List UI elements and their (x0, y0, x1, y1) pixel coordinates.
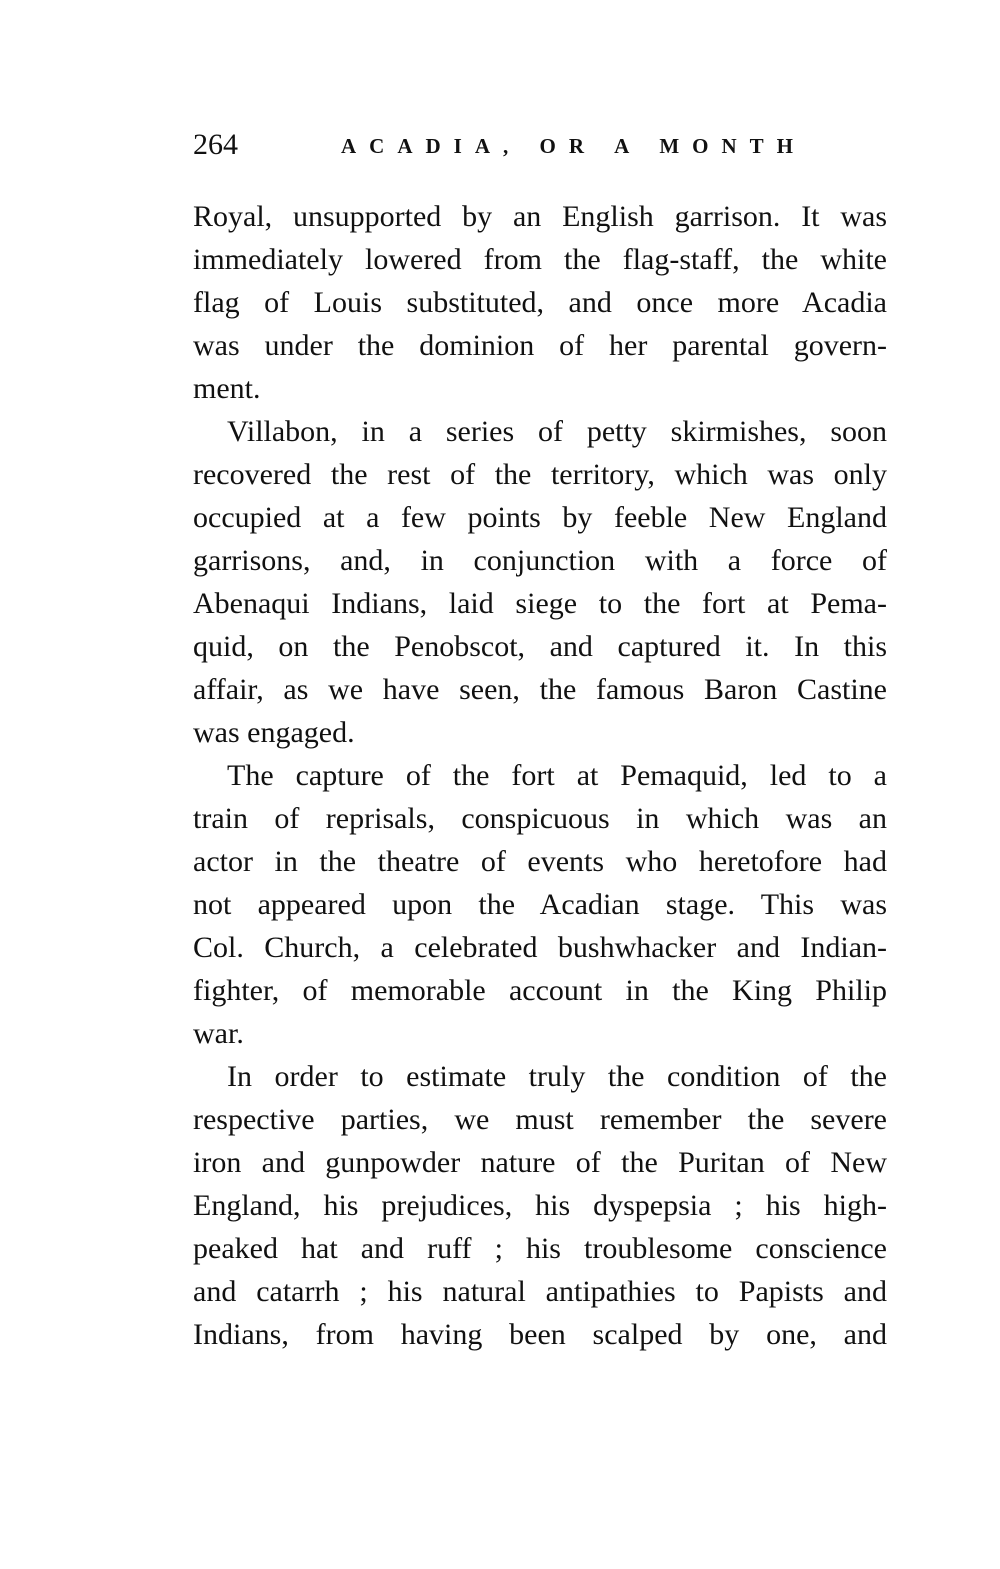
running-head (193, 128, 893, 172)
page-number: 264 (193, 128, 238, 161)
paragraph-start-line: The capture of the fort at Pemaquid, led to a (227, 759, 887, 792)
text-line: and catarrh ; his natural antipathies to Papists and (193, 1275, 887, 1308)
text-line: recovered the rest of the territory, which was only (193, 458, 887, 491)
text-line: peaked hat and ruff ; his troublesome conscience (193, 1232, 887, 1265)
text-line: respective parties, we must remember the severe (193, 1103, 887, 1136)
paragraph-end-line: was engaged. (193, 716, 355, 749)
text-line: iron and gunpowder nature of the Puritan of New (193, 1146, 887, 1179)
text-line: train of reprisals, conspicuous in which was an (193, 802, 887, 835)
text-line: Indians, from having been scalped by one, and (193, 1318, 887, 1351)
text-line: garrisons, and, in conjunction with a force of (193, 544, 887, 577)
running-title: ACADIA, OR A MONTH (341, 134, 807, 158)
text-line: occupied at a few points by feeble New England (193, 501, 887, 534)
paragraph-end-line: war. (193, 1017, 244, 1050)
text-line: Abenaqui Indians, laid siege to the fort at Pema- (193, 587, 887, 620)
text-line: Royal, unsupported by an English garrison. It was (193, 200, 887, 233)
text-line: quid, on the Penobscot, and captured it. In this (193, 630, 887, 663)
text-line: fighter, of memorable account in the King Philip (193, 974, 887, 1007)
text-line: was under the dominion of her parental govern- (193, 329, 887, 362)
paragraph-start-line: Villabon, in a series of petty skirmishes, soon (227, 415, 887, 448)
text-line: Col. Church, a celebrated bushwhacker and Indian- (193, 931, 887, 964)
paragraph-end-line: ment. (193, 372, 261, 405)
paragraph-start-line: In order to estimate truly the condition of the (227, 1060, 887, 1093)
text-line: actor in the theatre of events who heretofore had (193, 845, 887, 878)
text-line: immediately lowered from the flag-staff, the white (193, 243, 887, 276)
text-line: not appeared upon the Acadian stage. This was (193, 888, 887, 921)
text-line: England, his prejudices, his dyspepsia ; his high- (193, 1189, 887, 1222)
body-text (193, 195, 887, 1356)
text-line: affair, as we have seen, the famous Baron Castine (193, 673, 887, 706)
text-line: flag of Louis substituted, and once more Acadia (193, 286, 887, 319)
